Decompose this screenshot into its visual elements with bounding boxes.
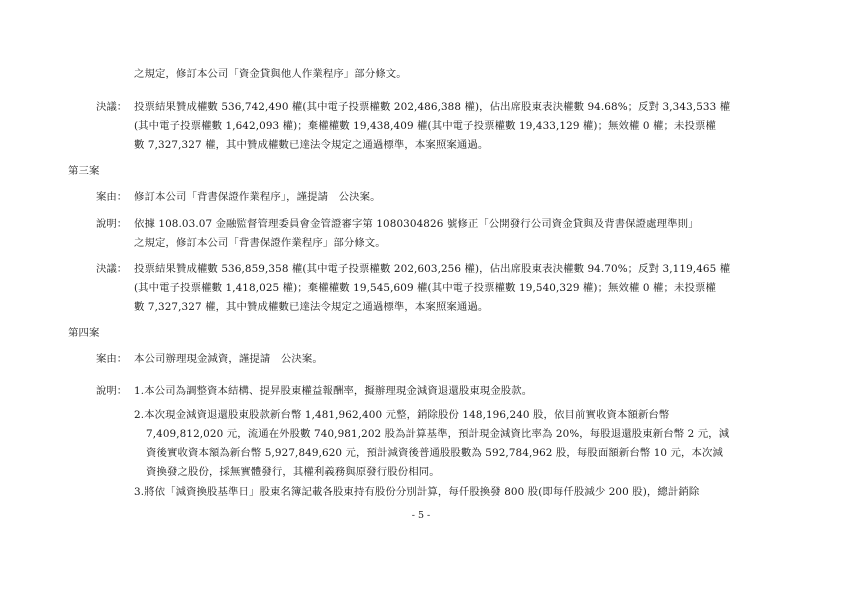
case-4-cause-text: 本公司辦理現金減資，謹提請 公決案。 — [134, 353, 323, 365]
case-4-item-2-line-1: 2.本次現金減資退還股東股款新台幣 1,481,962,400 元整，銷除股份 148,196,240 股，依目前實收資本額新台幣 — [134, 409, 670, 421]
case-3-heading: 第三案 — [68, 165, 100, 177]
case-4-cause-label: 案由： — [96, 353, 128, 365]
case-4-item-3: 3.將依「減資換股基準日」股東名簿記載各股東持有股份分別計算，每仟股換發 800 股(即每仟股減少 200 股)，總計銷除 — [134, 486, 700, 498]
case-4-explain-label: 說明： — [96, 385, 128, 397]
page-number: - 5 - — [411, 510, 431, 521]
resolution-label: 決議： — [96, 101, 128, 113]
case-3-explain-line-1: 依據 108.03.07 金融監督管理委員會金管證審字第 1080304826 號修正「公開發行公司資金貸與及背書保證處理準則」 — [134, 218, 699, 230]
resolution-line-1: 投票結果贊成權數 536,742,490 權(其中電子投票權數 202,486,388 權)，佔出席股東表決權數 94.68%；反對 3,343,533 權 — [134, 101, 731, 113]
case-3-resolution-label: 決議： — [96, 263, 128, 275]
case-4-item-2-line-4: 資換發之股份，採無實體發行，其權利義務與原發行股份相同。 — [146, 466, 440, 478]
resolution-line-2: (其中電子投票權數 1,642,093 權)；棄權權數 19,438,409 權(其中電子投票權數 19,433,129 權)；無效權 0 權；未投票權 — [134, 120, 716, 132]
case-4-item-1: 1.本公司為調整資本結構、提昇股東權益報酬率，擬辦理現金減資退還股東現金股款。 — [134, 385, 533, 397]
case-3-resolution-line-1: 投票結果贊成權數 536,859,358 權(其中電子投票權數 202,603,256 權)，佔出席股東表決權數 94.70%；反對 3,119,465 權 — [134, 263, 731, 275]
case-4-heading: 第四案 — [68, 327, 100, 339]
intro-line: 之規定，修訂本公司「資金貸與他人作業程序」部分條文。 — [134, 68, 407, 80]
case-3-cause-text: 修訂本公司「背書保證作業程序」，謹提請 公決案。 — [134, 191, 381, 203]
case-4-item-2-line-3: 資後實收資本額為新台幣 5,927,849,620 元，預計減資後普通股股數為 592,784,962 股，每股面額新台幣 10 元，本次減 — [146, 447, 723, 459]
case-4-item-2-line-2: 7,409,812,020 元，流通在外股數 740,981,202 股為計算基準，預計現金減資比率為 20%，每股退還股東新台幣 2 元，減 — [146, 428, 730, 440]
resolution-line-3: 數 7,327,327 權，其中贊成權數已達法令規定之通過標準，本案照案通過。 — [134, 139, 489, 151]
case-3-explain-label: 說明： — [96, 218, 128, 230]
case-3-cause-label: 案由： — [96, 191, 128, 203]
case-3-resolution-line-2: (其中電子投票權數 1,418,025 權)；棄權權數 19,545,609 權(其中電子投票權數 19,540,329 權)；無效權 0 權；未投票權 — [134, 282, 716, 294]
case-3-explain-line-2: 之規定，修訂本公司「背書保證作業程序」部分條文。 — [134, 237, 386, 249]
case-3-resolution-line-3: 數 7,327,327 權，其中贊成權數已達法令規定之通過標準，本案照案通過。 — [134, 301, 489, 313]
